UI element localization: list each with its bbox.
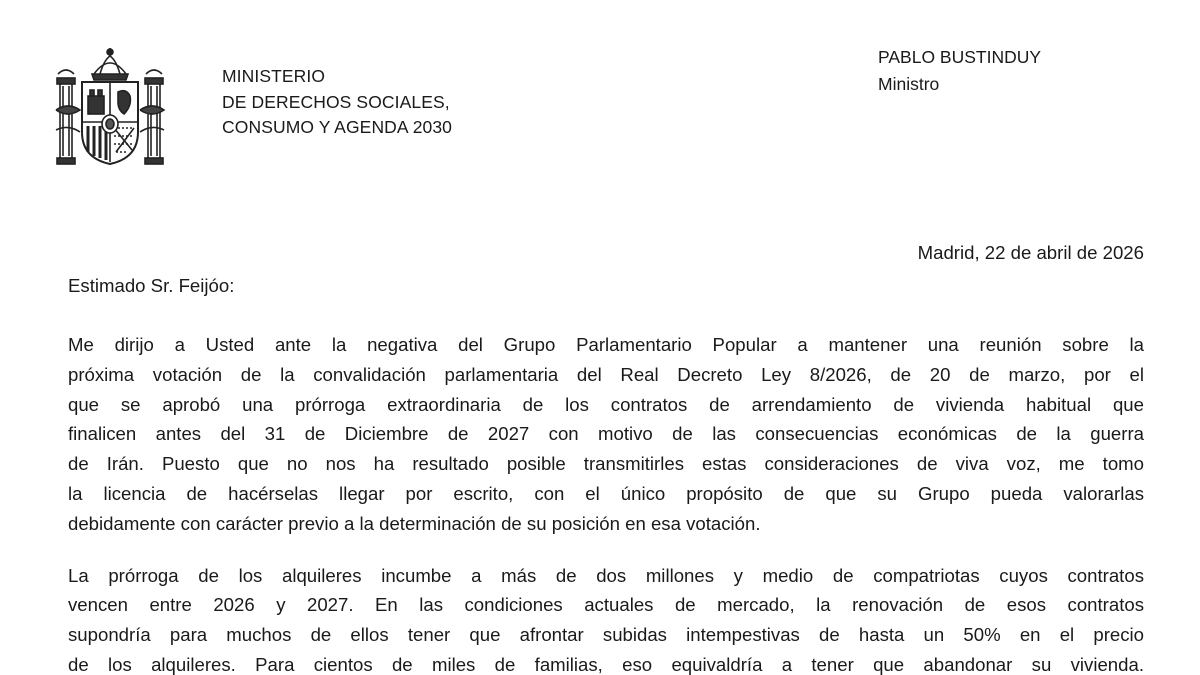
signer-title: Ministro: [878, 74, 940, 94]
paragraph-line: La prórroga de los alquileres incumbe a más de dos millones y medio de compatriotas cuyos contratos: [68, 564, 1144, 586]
ministry-line: CONSUMO Y AGENDA 2030: [222, 117, 453, 137]
signer-name: PABLO BUSTINDUY: [878, 47, 1042, 67]
paragraph: [68, 561, 1144, 675]
paragraph-line: vencen entre 2026 y 2027. En las condiciones actuales de mercado, la renovación de esos contratos: [68, 594, 1144, 616]
paragraph-line: debidamente con carácter previo a la determinación de su posición en esa votación.: [68, 512, 761, 534]
paragraph: [68, 330, 1144, 539]
spain-coat-of-arms-icon: [52, 44, 168, 168]
ministry-line: DE DERECHOS SOCIALES,: [222, 91, 450, 112]
ministry-line: MINISTERIO: [222, 66, 326, 86]
paragraph-line: supondría para muchos de ellos tener que afrontar subidas intempestivas de hasta un 50% en el precio: [68, 624, 1144, 646]
signer-block: [878, 44, 1041, 98]
letter-dateline: Madrid, 22 de abril de 2026: [917, 242, 1144, 263]
paragraph-line: de Irán. Puesto que no nos ha resultado posible transmitirles estas consideraciones de viva voz, me tomo: [68, 453, 1144, 475]
paragraph-line: de los alquileres. Para cientos de miles de familias, eso equivaldría a tener que abandonar su vivienda.: [68, 653, 1144, 675]
letter-greeting: Estimado Sr. Feijóo:: [68, 275, 235, 296]
paragraph-line: que se aprobó una prórroga extraordinaria de los contratos de arrendamiento de vivienda habitual que: [68, 393, 1144, 415]
ministry-name: [222, 64, 452, 141]
paragraph-line: próxima votación de la convalidación parlamentaria del Real Decreto Ley 8/2026, de 20 de marzo, por el: [68, 363, 1144, 385]
paragraph-line: Me dirijo a Usted ante la negativa del Grupo Parlamentario Popular a mantener una reunión sobre la: [68, 334, 1144, 355]
letter-body: [68, 330, 1144, 675]
paragraph-line: finalicen antes del 31 de Diciembre de 2027 con motivo de las consecuencias económicas de la guerra: [68, 423, 1144, 445]
paragraph-line: la licencia de hacérselas llegar por escrito, con el único propósito de que su Grupo pueda valorarlas: [68, 482, 1144, 504]
